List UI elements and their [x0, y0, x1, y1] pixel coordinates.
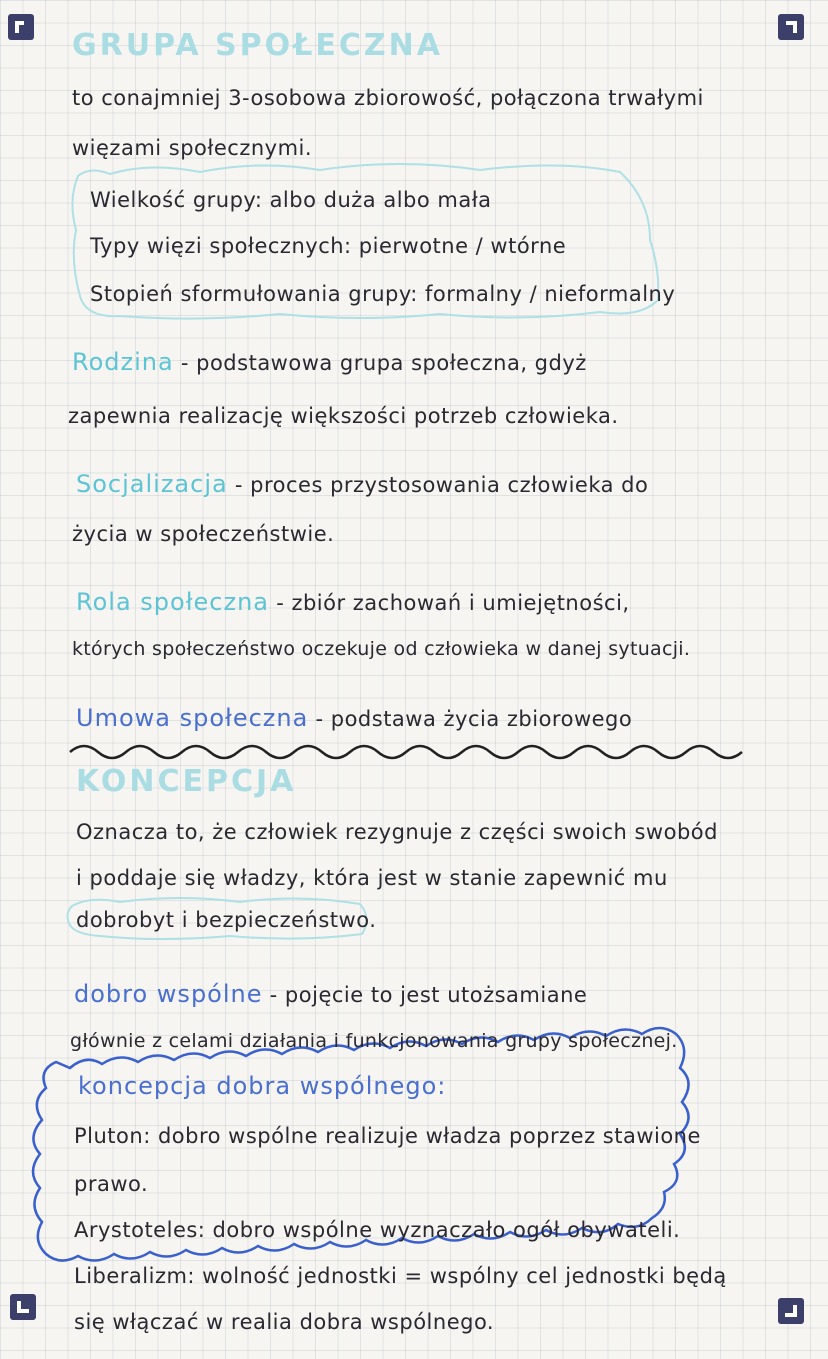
koncepcja-dobra-heading: koncepcja dobra wspólnego:: [78, 1072, 447, 1100]
koncepcja-heading: KONCEPCJA: [76, 764, 297, 799]
socjalizacja-definition: [76, 470, 648, 498]
dobro-definition: [74, 980, 587, 1008]
rodzina-line-2: zapewnia realizację większości potrzeb człowieka.: [68, 404, 619, 428]
koncepcja-line-2: i poddaje się władzy, która jest w stanie zapewnić mu: [76, 866, 668, 890]
corner-bookmark-icon-top-left: [8, 14, 34, 40]
term-umowa-spoleczna: Umowa społeczna: [76, 704, 309, 732]
wavy-divider: [70, 746, 742, 758]
group-attribute-formality: Stopień sformułowania grupy: formalny / nieformalny: [90, 282, 676, 306]
liberalizm-line: Liberalizm: wolność jednostki = wspólny cel jednostki będą: [74, 1264, 727, 1288]
group-attribute-size: Wielkość grupy: albo duża albo mała: [90, 188, 492, 212]
rodzina-definition: [72, 348, 587, 376]
pluton-line-2: prawo.: [74, 1172, 149, 1196]
term-rodzina: Rodzina: [72, 348, 174, 376]
socjalizacja-text: - proces przystosowania człowieka do: [227, 473, 649, 497]
rola-text: - zbiór zachowań i umiejętności,: [269, 591, 630, 615]
term-dobro-wspolne: dobro wspólne: [74, 980, 263, 1008]
term-rola-spoleczna: Rola społeczna: [76, 588, 270, 616]
arystoteles-line: Arystoteles: dobro wspólne wyznaczało ogół obywateli.: [74, 1218, 681, 1242]
rola-definition: [76, 588, 630, 616]
socjalizacja-line-2: życia w społeczeństwie.: [72, 522, 335, 546]
umowa-text: - podstawa życia zbiorowego: [308, 707, 633, 731]
umowa-definition: [76, 704, 632, 732]
koncepcja-line-1: Oznacza to, że człowiek rezygnuje z części swoich swobód: [76, 820, 718, 844]
dobro-line-2: głównie z celami działania i funkcjonowania grupy społecznej.: [70, 1030, 678, 1052]
dobro-text: - pojęcie to jest utożsamiane: [262, 983, 588, 1007]
pluton-line: Pluton: dobro wspólne realizuje władza poprzez stawione: [74, 1124, 701, 1148]
corner-bookmark-icon-bottom-left: [10, 1294, 36, 1320]
definition-line-1: to conajmniej 3-osobowa zbiorowość, połączona trwałymi: [72, 86, 704, 110]
term-socjalizacja: Socjalizacja: [76, 470, 228, 498]
corner-bookmark-icon-bottom-right: [778, 1298, 804, 1324]
liberalizm-line-2: się włączać w realia dobra wspólnego.: [74, 1310, 495, 1334]
rola-line-2: których społeczeństwo oczekuje od człowieka w danej sytuacji.: [72, 638, 691, 660]
definition-line-2: więzami społecznymi.: [72, 136, 313, 160]
rodzina-text: - podstawowa grupa społeczna, gdyż: [173, 351, 587, 375]
group-attribute-bonds: Typy więzi społecznych: pierwotne / wtórne: [90, 234, 567, 258]
page-title: GRUPA SPOŁECZNA: [72, 28, 443, 63]
corner-bookmark-icon-top-right: [778, 14, 804, 40]
koncepcja-line-3: dobrobyt i bezpieczeństwo.: [76, 908, 377, 932]
